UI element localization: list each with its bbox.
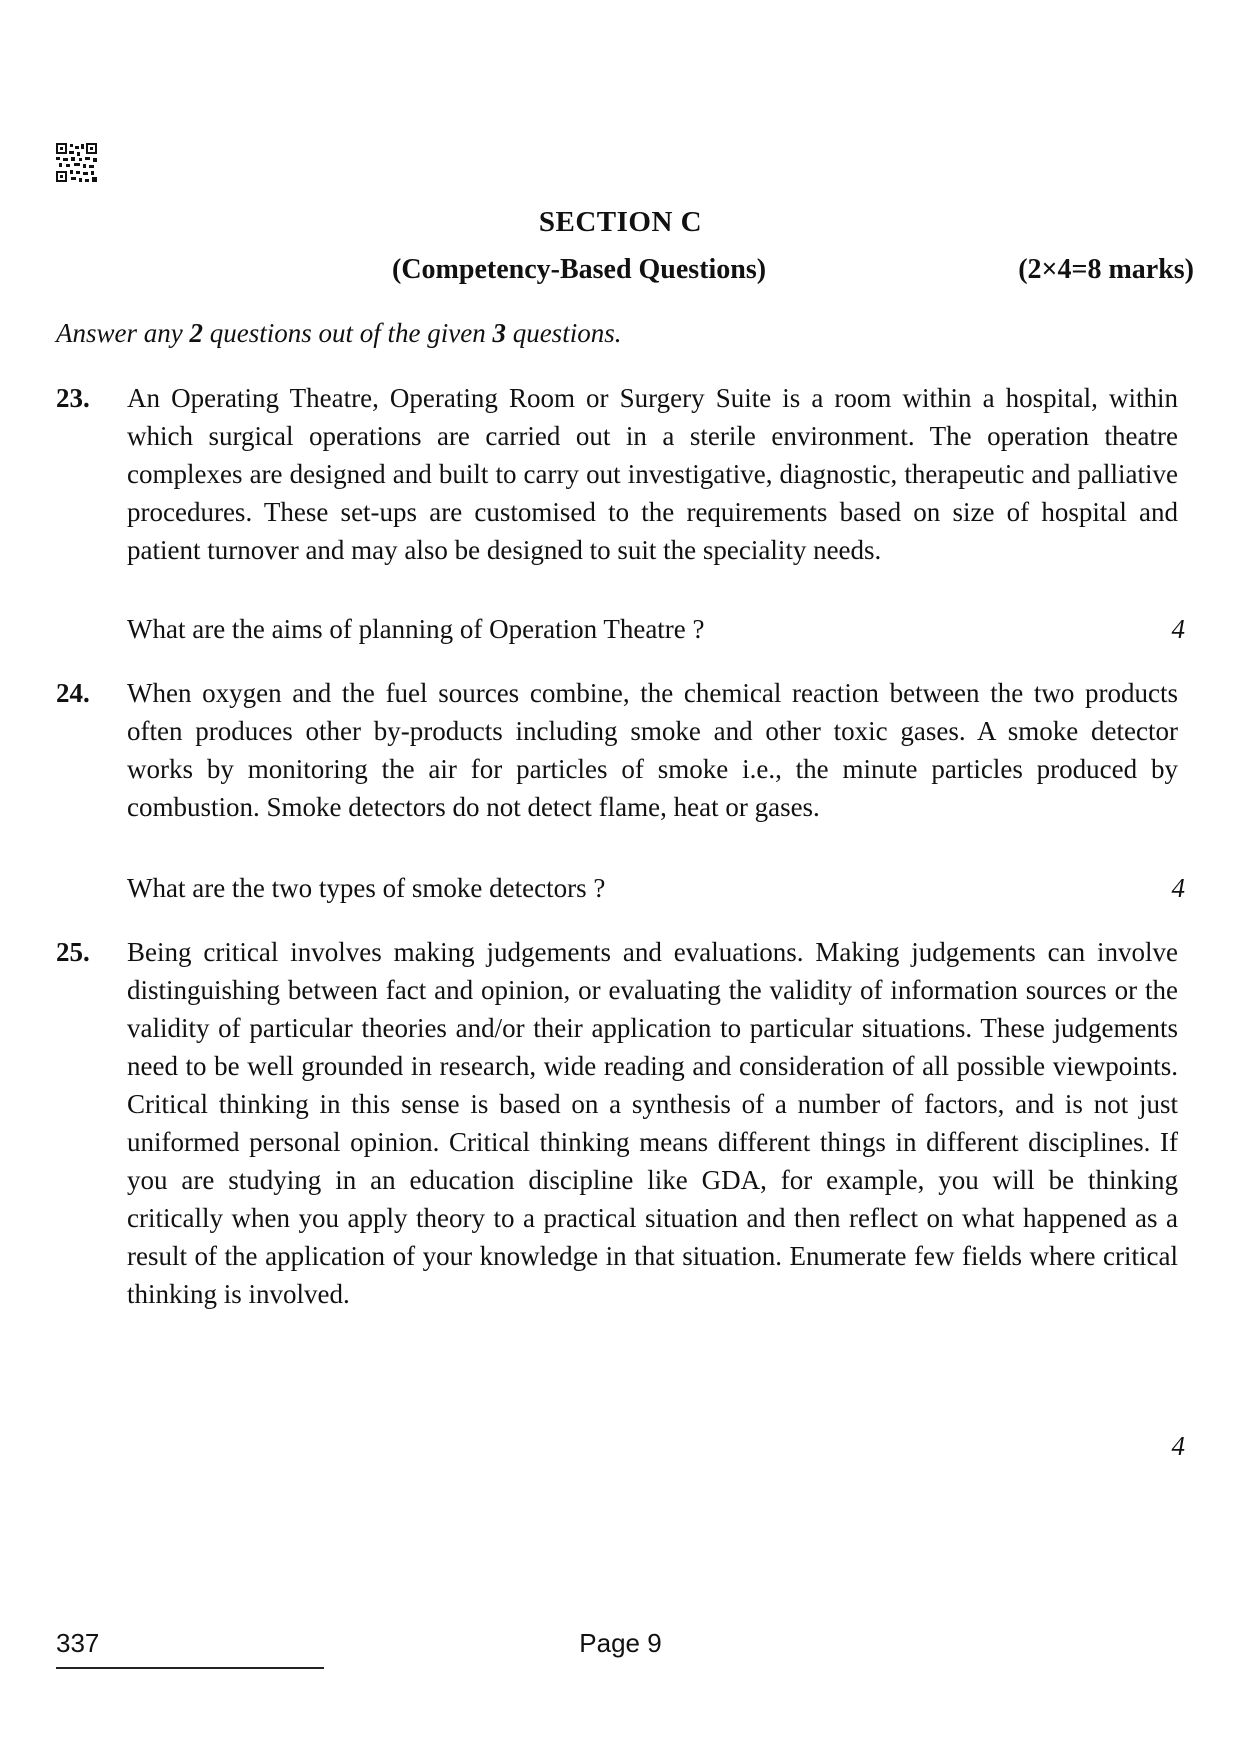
footer-rule bbox=[56, 1667, 324, 1669]
section-marks: (2×4=8 marks) bbox=[1018, 254, 1194, 285]
page-number: Page 9 bbox=[579, 1628, 662, 1658]
question-number: 24. bbox=[56, 678, 90, 708]
section-title: SECTION C bbox=[538, 206, 703, 238]
instruction-prefix: Answer any bbox=[56, 318, 190, 348]
qr-code-icon bbox=[56, 143, 97, 183]
instruction bbox=[56, 318, 621, 349]
question-text: When oxygen and the fuel sources combine, the chemical reaction between the two products often produces other by-products including smoke and other toxic gases. A smoke detector works by monitoring the air for particles of smoke i.e., the minute particles produced by combustion. Smoke detectors do not detect flame, heat or gases. bbox=[127, 678, 1178, 822]
question-marks: 4 bbox=[1171, 873, 1185, 903]
instruction-total: 3 bbox=[492, 318, 506, 348]
question-prompt: What are the aims of planning of Operation Theatre ? bbox=[127, 614, 705, 644]
instruction-count: 2 bbox=[189, 318, 203, 348]
question-prompt: What are the two types of smoke detectors ? bbox=[127, 873, 606, 903]
question-number: 25. bbox=[56, 937, 90, 967]
question-25 bbox=[56, 933, 1191, 1473]
section-subtitle: (Competency-Based Questions) bbox=[392, 254, 767, 285]
question-number: 23. bbox=[56, 383, 90, 413]
question-24 bbox=[56, 674, 1191, 904]
question-marks: 4 bbox=[1171, 1431, 1185, 1461]
question-text: An Operating Theatre, Operating Room or Surgery Suite is a room within a hospital, within which surgical operations are carried out in a sterile environment. The operation theatre complexes are designed and built to carry out investigative, diagnostic, therapeutic and palliative procedures. These set-ups are customised to the requirements based on size of hospital and patient turnover and may also be designed to suit the speciality needs. bbox=[127, 383, 1178, 565]
instruction-middle: questions out of the given bbox=[202, 318, 493, 348]
paper-code: 337 bbox=[56, 1628, 100, 1658]
question-text: Being critical involves making judgements and evaluations. Making judgements can involve distinguishing between fact and opinion, or evaluating the validity of information sources or the validity of particular theories and/or their application to particular situations. These judgements need to be well grounded in research, wide reading and consideration of all possible viewpoints. Critical thinking in this sense is based on a synthesis of a number of factors, and is not just uniformed personal opinion. Critical thinking means different things in different disciplines. If you are studying in an education discipline like GDA, for example, you will be thinking critically when you apply theory to a practical situation and then reflect on what happened as a result of the application of your knowledge in that situation. Enumerate few fields where critical thinking is involved. bbox=[127, 937, 1178, 1309]
question-marks: 4 bbox=[1171, 614, 1185, 644]
question-23 bbox=[56, 379, 1191, 649]
instruction-suffix: questions. bbox=[505, 318, 622, 348]
